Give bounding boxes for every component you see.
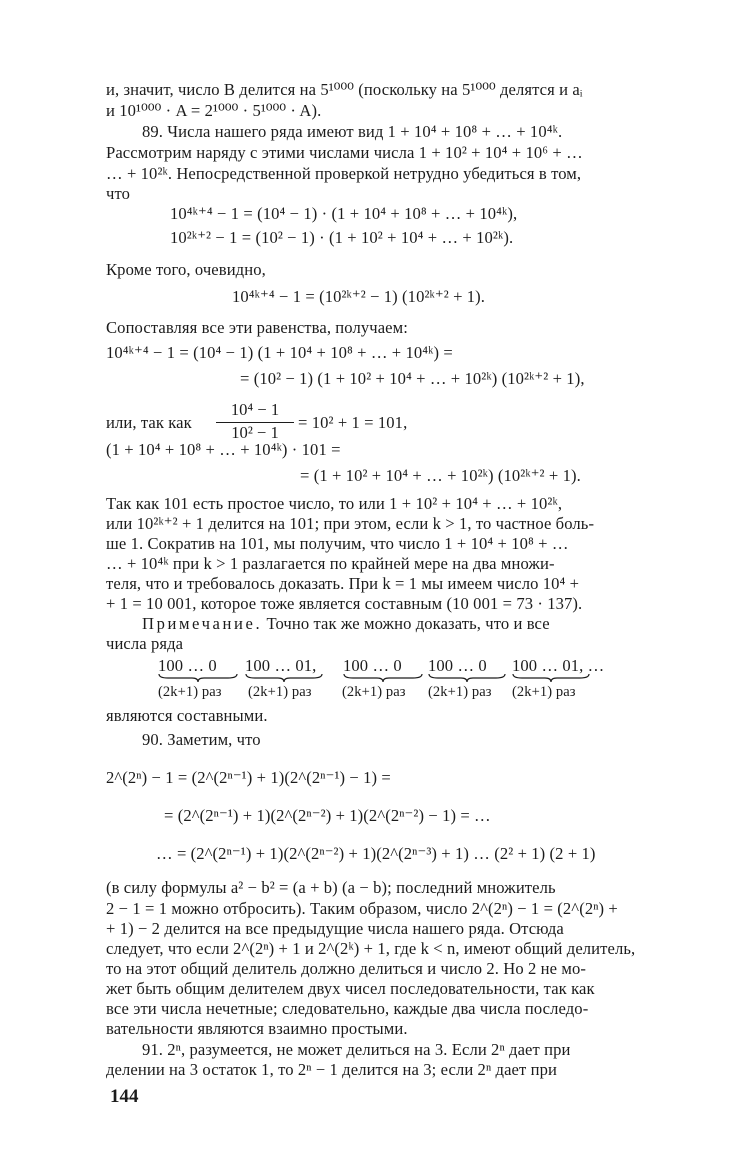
text-line: … + 10²ᵏ. Непосредственной проверкой нетрудно убедиться в том, xyxy=(106,164,582,183)
number-row-item: 100 … 01, xyxy=(245,656,317,675)
text-line: теля, что и требовалось доказать. При k = 1 мы имеем число 10⁴ + xyxy=(106,574,580,593)
number-row-item: 100 … 0 xyxy=(158,656,217,675)
formula-line: 10⁴ᵏ⁺⁴ − 1 = (10⁴ − 1) · (1 + 10⁴ + 10⁸ + … + 10⁴ᵏ), xyxy=(170,204,518,223)
text-line: 2 − 1 = 1 можно отбросить). Таким образом, число 2^(2ⁿ) − 1 = (2^(2ⁿ) + xyxy=(106,899,618,918)
formula-line: = (2^(2ⁿ⁻¹) + 1)(2^(2ⁿ⁻²) + 1)(2^(2ⁿ⁻²) − 1) = … xyxy=(164,806,491,825)
formula-line: (1 + 10⁴ + 10⁸ + … + 10⁴ᵏ) · 101 = xyxy=(106,440,341,459)
text-line: (в силу формулы a² − b² = (a + b) (a − b); последний множитель xyxy=(106,878,556,897)
text-line: все эти числа нечетные; следовательно, каждые два числа последо- xyxy=(106,999,589,1018)
formula-line: 10⁴ᵏ⁺⁴ − 1 = (10⁴ − 1) (1 + 10⁴ + 10⁸ + … + 10⁴ᵏ) = xyxy=(106,343,453,362)
fraction-numerator: 10⁴ − 1 xyxy=(230,400,280,419)
text-line: или 10²ᵏ⁺² + 1 делится на 101; при этом, если k > 1, то частное боль- xyxy=(106,514,595,533)
brace-label: (2k+1) раз xyxy=(342,684,406,700)
text-line: Рассмотрим наряду с этими числами числа 1 + 10² + 10⁴ + 10⁶ + … xyxy=(106,143,583,162)
number-row-item: 100 … 0 xyxy=(343,656,402,675)
problem-89-start: 89. Числа нашего ряда имеют вид 1 + 10⁴ + 10⁸ + … + 10⁴ᵏ. xyxy=(142,122,563,141)
formula-line: 2^(2ⁿ) − 1 = (2^(2ⁿ⁻¹) + 1)(2^(2ⁿ⁻¹) − 1) = xyxy=(106,768,391,787)
text-line: числа ряда xyxy=(106,634,184,653)
text-line: Так как 101 есть простое число, то или 1 + 10² + 10⁴ + … + 10²ᵏ, xyxy=(106,494,563,513)
text-line: жет быть общим делителем двух чисел последовательности, так как xyxy=(106,979,595,998)
text-line: + 1 = 10 001, которое тоже является составным (10 001 = 73 · 137). xyxy=(106,594,583,613)
formula-line: 10⁴ᵏ⁺⁴ − 1 = (10²ᵏ⁺² − 1) (10²ᵏ⁺² + 1). xyxy=(232,287,486,306)
text-line: делении на 3 остаток 1, то 2ⁿ − 1 делится на 3; если 2ⁿ дает при xyxy=(106,1060,557,1079)
text-line: и 10¹⁰⁰⁰ · A = 2¹⁰⁰⁰ · 5¹⁰⁰⁰ · A). xyxy=(106,101,322,120)
text-line: вательности являются взаимно простыми. xyxy=(106,1019,408,1038)
text-line: или, так как xyxy=(106,413,192,432)
page-number: 144 xyxy=(110,1086,139,1107)
text-line: следует, что если 2^(2ⁿ) + 1 и 2^(2ᵏ) + 1, где k < n, имеют общий делитель, xyxy=(106,939,636,958)
brace-label: (2k+1) раз xyxy=(428,684,492,700)
formula-line: = (1 + 10² + 10⁴ + … + 10²ᵏ) (10²ᵏ⁺² + 1). xyxy=(300,466,581,485)
text-line: Кроме того, очевидно, xyxy=(106,260,266,279)
text-line: то на этот общий делитель должно делиться и число 2. Но 2 не мо- xyxy=(106,959,586,978)
number-row-item: 100 … 0 xyxy=(428,656,487,675)
text-line: … + 10⁴ᵏ при k > 1 разлагается по крайней мере на два множи- xyxy=(106,554,555,573)
text-line: ше 1. Сократив на 101, мы получим, что число 1 + 10⁴ + 10⁸ + … xyxy=(106,534,569,553)
brace-label: (2k+1) раз xyxy=(248,684,312,700)
problem-91-start: 91. 2ⁿ, разумеется, не может делиться на 3. Если 2ⁿ дает при xyxy=(142,1040,571,1059)
formula-line: … = (2^(2ⁿ⁻¹) + 1)(2^(2ⁿ⁻²) + 1)(2^(2ⁿ⁻³) + 1) … (2² + 1) (2 + 1) xyxy=(156,844,596,863)
brace-label: (2k+1) раз xyxy=(158,684,222,700)
fraction-denominator: 10² − 1 xyxy=(231,423,279,442)
note-line xyxy=(142,614,550,634)
formula-line: 10²ᵏ⁺² − 1 = (10² − 1) · (1 + 10² + 10⁴ + … + 10²ᵏ). xyxy=(170,228,514,247)
text-line: что xyxy=(106,184,130,203)
problem-90-start: 90. Заметим, что xyxy=(142,730,261,749)
text-line: и, значит, число B делится на 5¹⁰⁰⁰ (поскольку на 5¹⁰⁰⁰ делятся и aᵢ xyxy=(106,80,583,99)
number-row-item: 100 … 01, … xyxy=(512,656,605,675)
note-heading: Примечание. xyxy=(142,614,263,633)
text-line: Сопоставляя все эти равенства, получаем: xyxy=(106,318,408,337)
text-line: являются составными. xyxy=(106,706,268,725)
text-line: = 10² + 1 = 101, xyxy=(298,413,408,432)
formula-line: = (10² − 1) (1 + 10² + 10⁴ + … + 10²ᵏ) (10²ᵏ⁺² + 1), xyxy=(240,369,585,388)
note-text: Точно так же можно доказать, что и все xyxy=(266,614,550,633)
brace-label: (2k+1) раз xyxy=(512,684,576,700)
text-line: + 1) − 2 делится на все предыдущие числа нашего ряда. Отсюда xyxy=(106,919,564,938)
